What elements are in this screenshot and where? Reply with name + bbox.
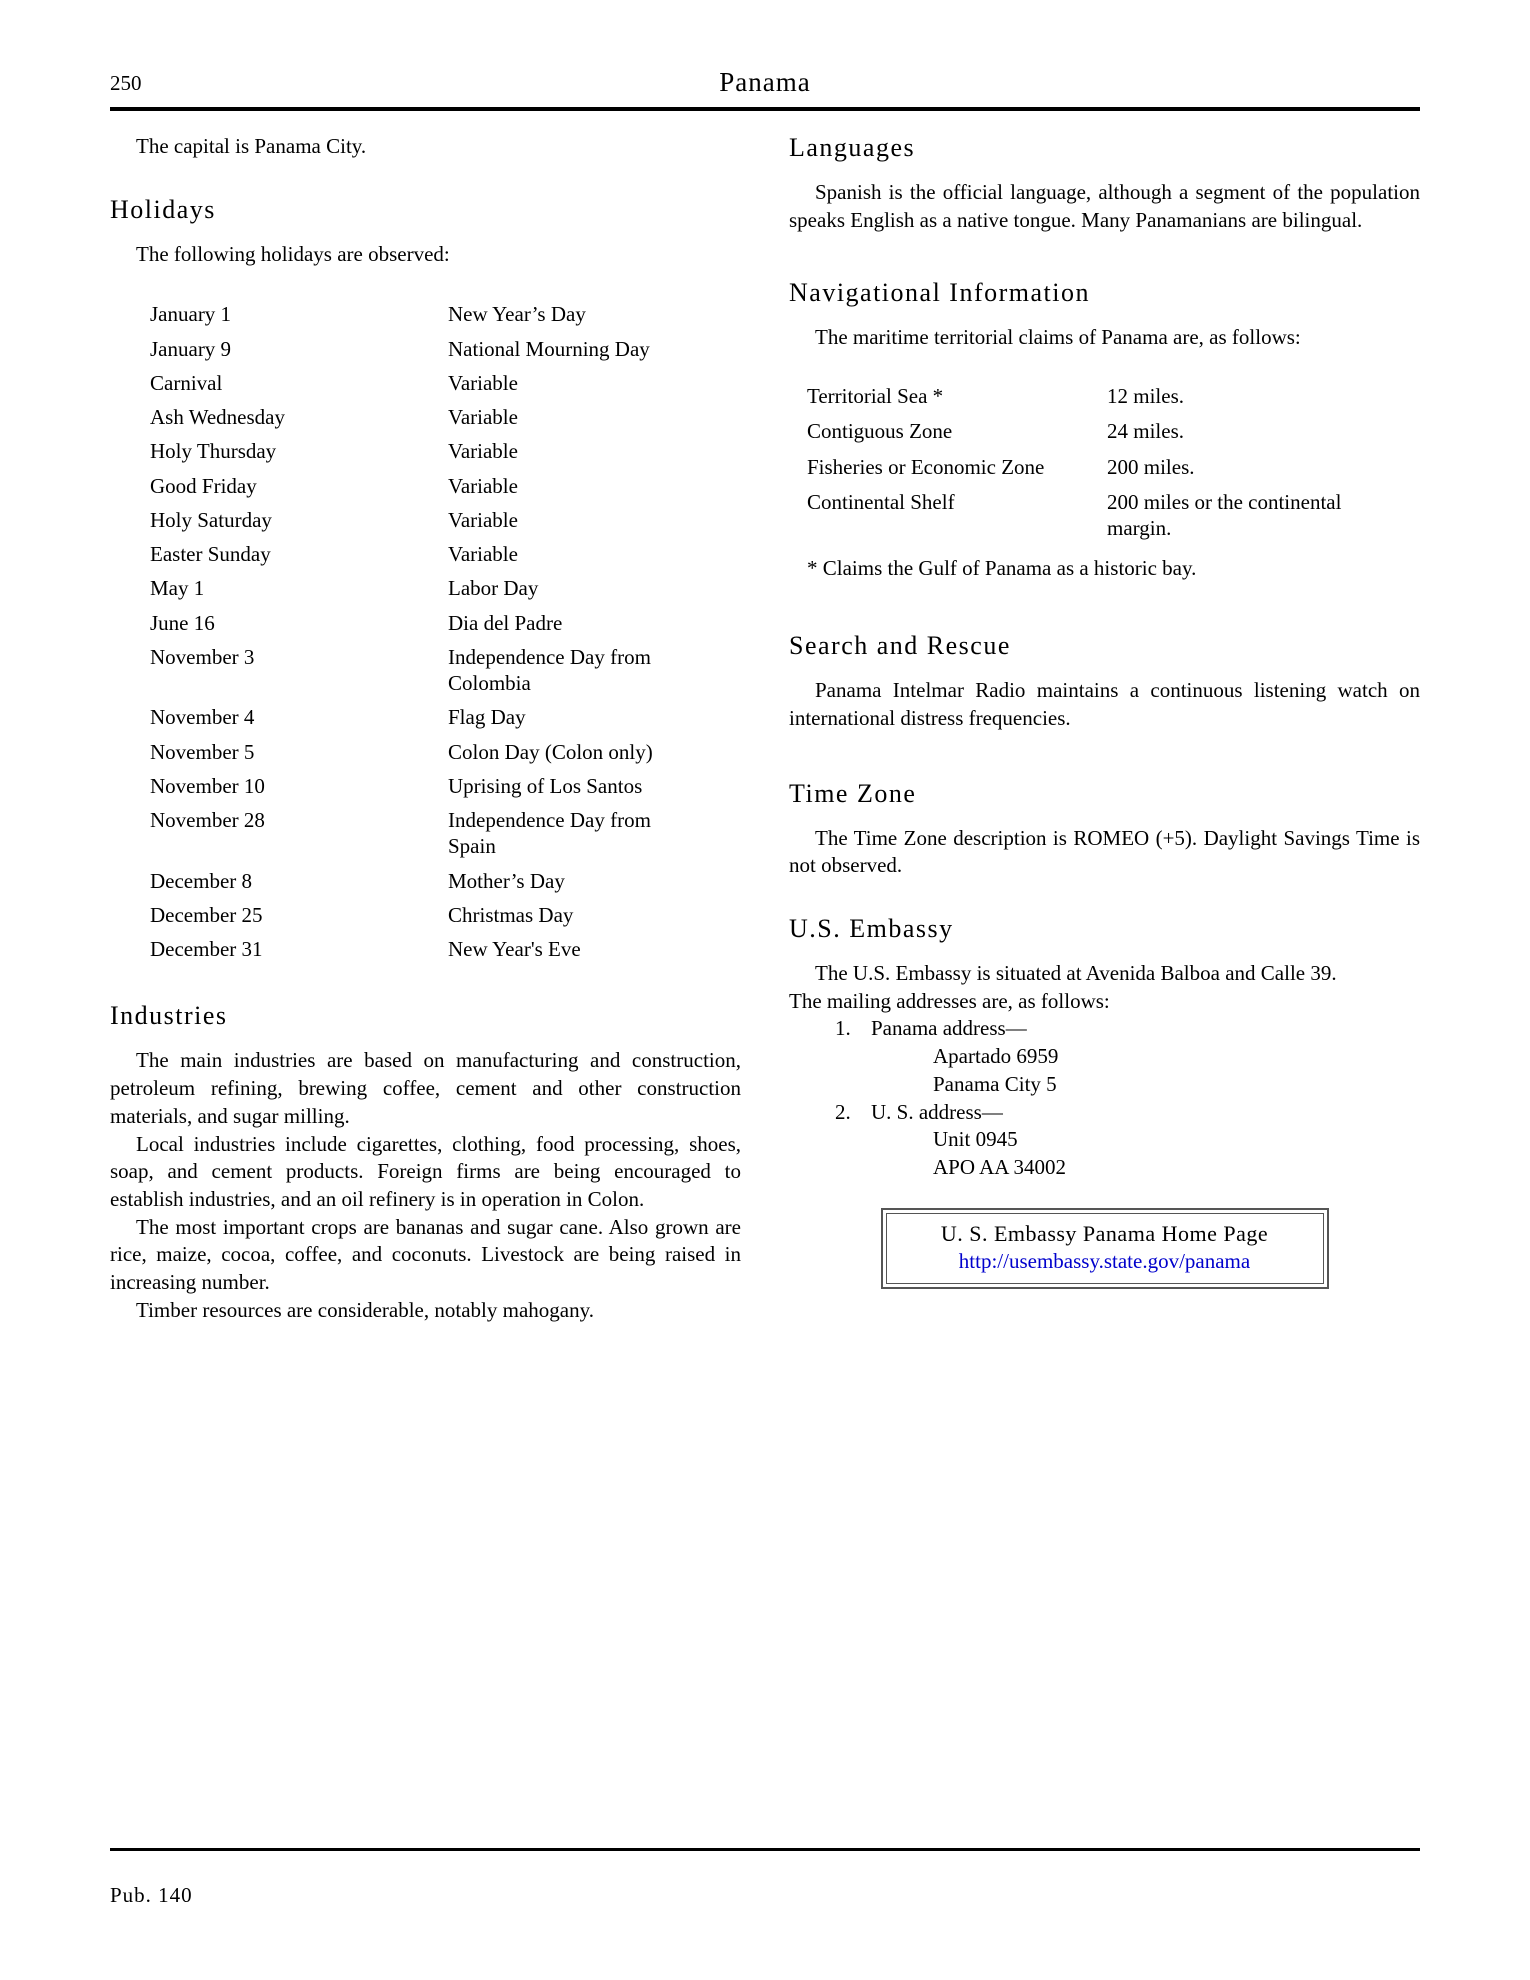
claims-footnote: * Claims the Gulf of Panama as a historic bay. xyxy=(807,556,1197,581)
industries-paragraph: The most important crops are bananas and sugar cane. Also grown are rice, maize, cocoa, coffee, and coconuts. Livestock are being raised in increasing number. xyxy=(110,1214,741,1295)
claim-row xyxy=(807,415,1387,450)
holiday-table xyxy=(150,298,698,967)
heading-us-embassy: U.S. Embassy xyxy=(789,914,954,943)
holiday-name: Christmas Day xyxy=(448,902,574,927)
industries-paragraphs xyxy=(110,1047,741,1324)
holiday-row xyxy=(150,401,698,435)
claim-label: Continental Shelf xyxy=(807,489,955,514)
holiday-date: Good Friday xyxy=(150,473,257,498)
holiday-date: January 1 xyxy=(150,302,232,327)
holiday-name: Variable xyxy=(448,439,518,464)
holiday-date: November 4 xyxy=(150,705,255,730)
holiday-name: Flag Day xyxy=(448,705,526,730)
capital-text: The capital is Panama City. xyxy=(136,134,367,158)
claim-value: 24 miles. xyxy=(1107,419,1184,444)
holiday-row xyxy=(150,572,698,606)
heading-time-zone: Time Zone xyxy=(789,778,917,808)
holiday-row xyxy=(150,333,698,367)
heading-navigational-information: Navigational Information xyxy=(789,278,1090,308)
holiday-date: May 1 xyxy=(150,576,205,601)
left-column xyxy=(110,133,741,1325)
page-number: 250 xyxy=(110,71,142,95)
holiday-date: December 8 xyxy=(150,868,253,893)
holiday-name: New Year's Eve xyxy=(448,937,581,962)
holiday-date: December 31 xyxy=(150,937,263,962)
page-footer xyxy=(110,1848,1420,1908)
embassy-location-text: The U.S. Embassy is situated at Avenida Balboa and Calle 39. xyxy=(815,961,1337,985)
embassy-homepage-link[interactable]: http://usembassy.state.gov/panama xyxy=(958,1248,1251,1273)
holiday-date: January 9 xyxy=(150,336,232,361)
claim-row xyxy=(807,451,1387,486)
claim-value: 200 miles. xyxy=(1107,454,1195,479)
publication-number: Pub. 140 xyxy=(110,1883,193,1907)
holiday-row xyxy=(150,804,698,865)
holiday-row xyxy=(150,641,698,702)
holiday-row xyxy=(150,538,698,572)
claim-value: 12 miles. xyxy=(1107,384,1184,409)
claim-label: Contiguous Zone xyxy=(807,419,953,444)
sar-text: Panama Intelmar Radio maintains a continuous listening watch on international distress frequencies. xyxy=(789,678,1420,730)
holidays-intro: The following holidays are observed: xyxy=(136,241,450,266)
embassy-homepage-box xyxy=(881,1208,1329,1289)
heading-holidays: Holidays xyxy=(110,194,216,224)
holiday-row xyxy=(150,607,698,641)
address-label: U. S. address— xyxy=(871,1099,1003,1124)
navinfo-intro: The maritime territorial claims of Panama are, as follows: xyxy=(815,325,1301,350)
claim-label: Territorial Sea * xyxy=(807,384,944,409)
holiday-date: Easter Sunday xyxy=(150,542,271,567)
holiday-name: Mother’s Day xyxy=(448,868,565,893)
industries-paragraph: Local industries include cigarettes, clothing, food processing, shoes, soap, and cement products. Foreign firms are being encouraged to establish industries, and an oil refinery is in operation in Colon. xyxy=(110,1131,741,1212)
industries-paragraph: Timber resources are considerable, notably mahogany. xyxy=(136,1297,594,1322)
holiday-name: Variable xyxy=(448,370,518,395)
claim-label: Fisheries or Economic Zone xyxy=(807,454,1045,479)
address-line: Unit 0945 xyxy=(933,1127,1018,1152)
embassy-address-2 xyxy=(835,1099,1420,1127)
heading-industries: Industries xyxy=(110,1001,228,1031)
holiday-row xyxy=(150,435,698,469)
holiday-name: New Year’s Day xyxy=(448,302,586,327)
address-label: Panama address— xyxy=(871,1016,1027,1041)
industries-paragraph: The main industries are based on manufacturing and construction, petroleum refining, brewing coffee, cement and other construction materials, and sugar milling. xyxy=(110,1048,741,1128)
holiday-name: Uprising of Los Santos xyxy=(448,773,643,798)
holiday-name: Variable xyxy=(448,507,518,532)
holiday-name: Variable xyxy=(448,542,518,567)
holiday-row xyxy=(150,470,698,504)
holiday-date: December 25 xyxy=(150,902,263,927)
address-line: Apartado 6959 xyxy=(933,1044,1059,1069)
holiday-row xyxy=(150,701,698,735)
header-rule xyxy=(110,107,1420,111)
embassy-address-list xyxy=(835,1015,1420,1181)
holiday-row xyxy=(150,298,698,332)
holiday-date: November 5 xyxy=(150,739,255,764)
holiday-name: Dia del Padre xyxy=(448,610,563,635)
timezone-text: The Time Zone description is ROMEO (+5). Daylight Savings Time is not observed. xyxy=(789,825,1420,878)
page-header xyxy=(110,62,1420,98)
holiday-name: Labor Day xyxy=(448,576,539,601)
address-line: APO AA 34002 xyxy=(933,1155,1067,1180)
holiday-row xyxy=(150,899,698,933)
holiday-row xyxy=(150,933,698,967)
holiday-date: November 10 xyxy=(150,773,265,798)
right-column xyxy=(789,133,1420,1325)
holiday-date: November 3 xyxy=(150,644,255,669)
holiday-date: Ash Wednesday xyxy=(150,405,285,430)
claim-row xyxy=(807,486,1387,548)
holiday-row xyxy=(150,367,698,401)
holiday-name: Variable xyxy=(448,473,518,498)
holiday-name: Independence Day from Colombia xyxy=(448,644,651,696)
embassy-homepage-box-inner xyxy=(886,1213,1324,1284)
footer-rule xyxy=(110,1848,1420,1851)
holiday-name: Colon Day (Colon only) xyxy=(448,739,653,764)
languages-text: Spanish is the official language, although a segment of the population speaks English as a native tongue. Many Panamanians are bilingual. xyxy=(789,180,1420,232)
holiday-name: Independence Day from Spain xyxy=(448,808,651,859)
holiday-date: Carnival xyxy=(150,370,223,395)
holiday-row xyxy=(150,770,698,804)
embassy-address-1 xyxy=(835,1015,1420,1043)
address-number: 2. xyxy=(835,1099,851,1124)
address-number: 1. xyxy=(835,1016,851,1041)
heading-languages: Languages xyxy=(789,133,916,162)
holiday-name: Variable xyxy=(448,405,518,430)
embassy-homepage-title: U. S. Embassy Panama Home Page xyxy=(940,1220,1269,1246)
holiday-date: June 16 xyxy=(150,610,215,635)
holiday-row xyxy=(150,865,698,899)
heading-search-and-rescue: Search and Rescue xyxy=(789,631,1011,661)
two-column-body xyxy=(110,133,1420,1325)
maritime-claims-table xyxy=(807,380,1387,547)
holiday-name: National Mourning Day xyxy=(448,336,650,361)
embassy-mailing-intro: The mailing addresses are, as follows: xyxy=(789,988,1110,1013)
holiday-date: Holy Saturday xyxy=(150,507,272,532)
holiday-row xyxy=(150,736,698,770)
claim-value: 200 miles or the continental margin. xyxy=(1107,489,1342,541)
holiday-row xyxy=(150,504,698,538)
address-line: Panama City 5 xyxy=(933,1071,1057,1096)
holiday-date: Holy Thursday xyxy=(150,439,277,464)
page-title: Panama xyxy=(719,67,811,97)
claim-row xyxy=(807,380,1387,415)
holiday-date: November 28 xyxy=(150,808,265,833)
